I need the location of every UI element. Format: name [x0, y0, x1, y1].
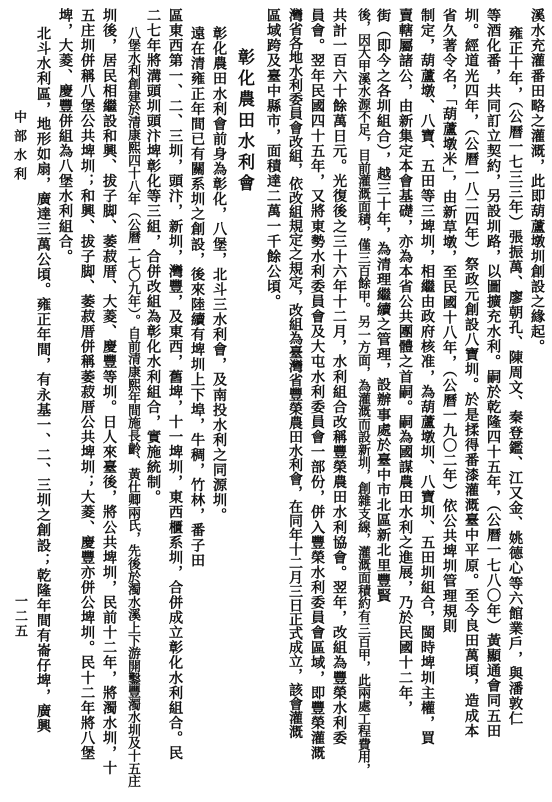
text-column-12: 灣省各地水利委員會改組，依改組規定之規定，改組為臺灣省豐榮農田水利會，在同年十二月三日正式成立，該會灌溉: [287, 8, 303, 739]
text-column-8: 街（即今之各圳組合），越三十年，為清理繼續之管理，設辦事處於臺中市北區新北里豐賢: [375, 8, 391, 603]
text-column-2: 雍正十年，（公曆一七三三年）張振萬、廖朝孔、陳周文、秦登鑑、江又金、姚德心等六館業戶，與潘敦仁: [507, 26, 523, 727]
text-column-5: 省久著令名，「葫蘆墩米」，由新草墩，至民國十八年，（公曆一九〇二年）依公共埤圳管理規則: [441, 8, 457, 634]
text-column-14: 彰化農田水利會前身為彰化，八堡，北斗三水利會，及南投水利之同源圳。: [211, 26, 227, 523]
text-column-21: 埤，大菱、慶豐併組為八堡水利組合。: [57, 8, 73, 264]
text-column-18: 八堡水利創建於清康熙四十八年（公曆一七〇九年）。自前清康熙年間施長齡、黃仕卿兩氏，先後於濁水溪上下游開鑿豐濁水圳及十五庄: [125, 26, 140, 788]
text-column-20: 五庄圳併稱八堡公共埤圳；和興、拔子脚、萎菽厝併稱萎菽厝公共埤圳；大菱、慶豐亦併公埤圳。民十二年將八堡: [79, 8, 95, 761]
text-column-11: 員會。翌年民國四十五年，又將東勢水利委員會及大屯水利委員會一部份，併入豐榮水利委員會區域，即豐榮灌溉: [309, 8, 325, 761]
text-column-3: 等酒化番，共同訂立契約，另設圳路，以圖擴充水利。嗣於乾隆四十五年，（公曆一七八〇年）黃顯通會同五田: [485, 8, 501, 739]
text-column-1: 溪水充灌番田略之灌溉，此即葫蘆墩圳創設之緣起。: [529, 8, 545, 355]
section-heading: 彰化農田水利會: [234, 48, 254, 195]
text-column-4: 圳。經道光四年，（公曆一八二四年）祭政元創設八寶圳。於是揉得番漆灌溉臺中平原。至今良田萬頃，造成本: [463, 8, 479, 739]
text-column-16: 區東西第一、二、三圳，頭汴，新圳，灣豐，及東西，舊埤，十一埤圳，東西櫃系圳，合併成立彰化水利組合。民: [167, 8, 183, 761]
text-column-17: 二七年將溝頭圳頭汴埤彰化等三組，合併改組為彰化水利組合，實施統制。: [145, 8, 161, 505]
text-column-10: 共計一百六十餘萬日元。光復後之三十六年十二月，水利組合改稱豐榮農田水利協會。翌年，改組為豐榮水利委: [331, 8, 347, 746]
text-column-19: 圳後，居民相繼設和興、拔子脚、萎菽厝、大菱、慶豐等圳。日人來臺後，將公共埤圳，民前十二年，將濁水圳，十: [101, 8, 117, 776]
text-column-22: 北斗水利區，地形如扇，廣達三萬公頃。雍正年間，有永基一、二、三圳之創設；乾隆年間有崙仔埤，廣興: [35, 26, 51, 734]
text-column-9: 後，因大甲溪水源不足，目前灌溉面積，僅三百餘甲。另一方面，為灌溉而設新圳，創雜支線，灌溉面積約有三百甲，此兩處工程費用，: [355, 8, 370, 776]
running-footer: 中部水利: [11, 110, 26, 186]
text-column-13: 區域跨及臺中縣市，面積達二萬一千餘公頃。: [265, 8, 281, 309]
text-column-6: 制定，葫蘆墩、八寶、五田等三埤圳，相繼由政府核准，為葫蘆墩圳、八寶圳、五田圳組合，閩時埤圳主權，買: [419, 8, 435, 746]
page-number: 一二五: [12, 594, 27, 639]
text-column-15: 遠在清雍正年間已有關系圳之創設，後來陸續有埤圳上下埠，牛稠，竹林，番子田: [189, 26, 205, 568]
text-column-7: 賣轄屬諸公，由新集定本會基礎，亦為本省公共團體之首嗣。嗣為國謀農田水利之進展，乃於民國十二年，: [397, 8, 413, 716]
